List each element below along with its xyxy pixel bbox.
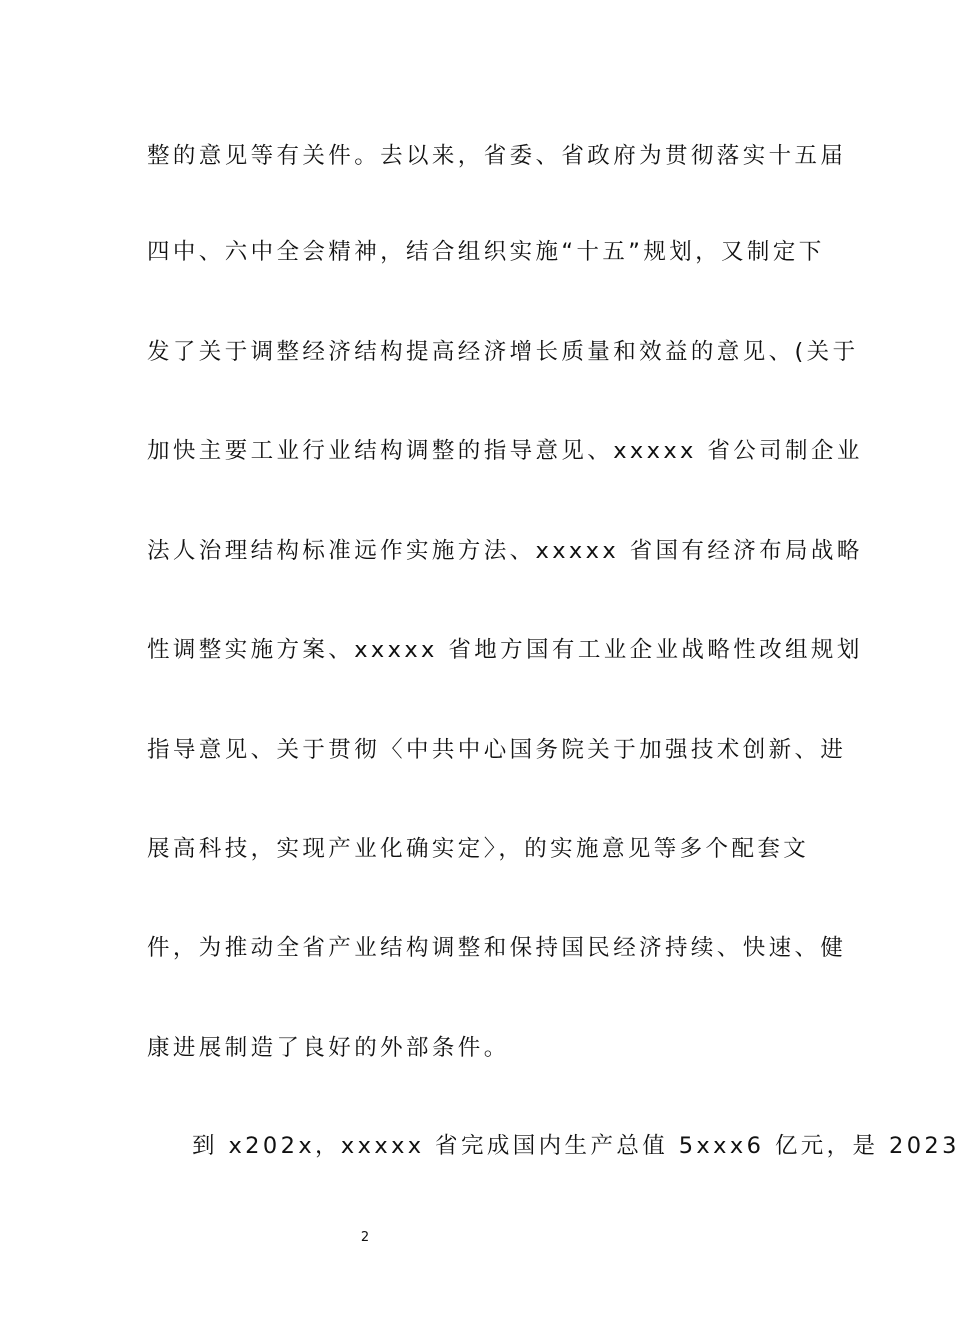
paragraph-line: 四中、六中全会精神，结合组织实施“十五”规划，又制定下 <box>147 239 825 265</box>
paragraph-line: 整的意见等有关件。去以来，省委、省政府为贯彻落实十五届 <box>147 143 847 169</box>
paragraph-line: 发了关于调整经济结构提高经济增长质量和效益的意见、(关于 <box>147 339 859 365</box>
page-number: 2 <box>360 1230 370 1245</box>
paragraph-line: 展高科技，实现产业化确实定〉，的实施意见等多个配套文 <box>147 836 810 862</box>
paragraph-line: 康进展制造了良好的外部条件。 <box>147 1035 510 1061</box>
paragraph-line: 性调整实施方案、xxxxx 省地方国有工业企业战略性改组规划 <box>147 637 863 663</box>
paragraph-first-line: 到 x202x，xxxxx 省完成国内生产总值 5xxx6 亿元，是 2023 <box>192 1133 960 1159</box>
paragraph-line: 加快主要工业行业结构调整的指导意见、xxxxx 省公司制企业 <box>147 438 863 464</box>
paragraph-line: 法人治理结构标准远作实施方法、xxxxx 省国有经济布局战略 <box>147 538 863 564</box>
paragraph-line: 件，为推动全省产业结构调整和保持国民经济持续、快速、健 <box>147 935 847 961</box>
paragraph-line: 指导意见、关于贯彻〈中共中心国务院关于加强技术创新、进 <box>147 737 847 763</box>
